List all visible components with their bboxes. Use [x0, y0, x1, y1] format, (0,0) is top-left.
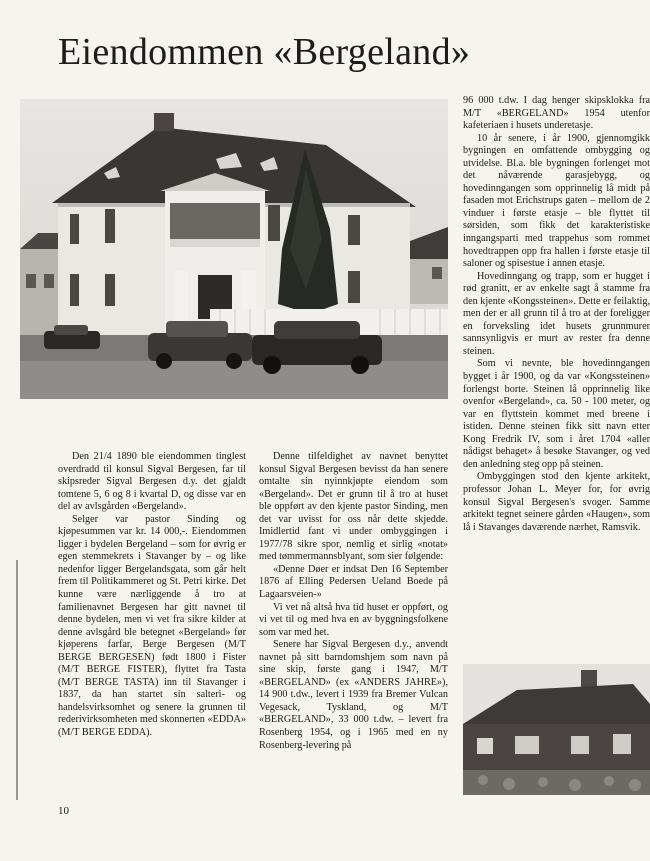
house-photo-illustration: [20, 99, 448, 399]
paragraph: Ombyggingen stod den kjente arkitekt, professor Johan L. Meyer for, for øvrig konsul Sigval Bergesen's svoger. Samme arkitekt tegnet seinere gården «Haugen», som lå i Stavanges daværende nærhet, Ramsvik.: [463, 471, 650, 533]
paragraph: Vi vet nå altså hva tid huset er oppført, og vi vet til og med hva en av byggningsfolkene som var med het.: [259, 601, 448, 638]
farmhouse-photo-illustration: [463, 664, 650, 795]
text-column-3: [463, 95, 650, 534]
house-photo: [20, 99, 448, 399]
text-column-1: [58, 451, 246, 740]
text-column-2: [259, 451, 448, 752]
paragraph: 10 år senere, i år 1900, gjennomgikk bygningen en omfattende ombygging og utvidelse. Bl.a. ble bygningen forlenget mot det nåværende garasjebygg, og hovedinngangen som opprinnelig lå midt på fasaden mot Erichstrups gaten – mellom de 2 vinduer i første etasje – ble flyttet til sørsiden, som fikk det karakteristiske inngangsparti med trappehus som rommet hovedtrappen opp fra hallen i første etasje til saloner og spisestue i annen etasje.: [463, 132, 650, 270]
binding-edge: [16, 560, 18, 800]
farmhouse-photo: [463, 664, 650, 795]
paragraph: Som vi nevnte, ble hovedinngangen bygget i år 1900, og da var «Kongssteinen» forlengst borte. Steinen lå opprinnelig like ovenfor «Bergeland», ca. 50 - 100 meter, og var en flyttstein kommet med breene i istiden. Denne steinen fikk sitt navn etter Kong Fredrik IV, som i året 1704 «aller nådigst behaget» å besøke Stavanger, og ved den anledning steg opp på steinen.: [463, 358, 650, 470]
paragraph: Hovedinngang og trapp, som er hugget i rød granitt, er av enkelte sagt å stamme fra den kjente «Kongssteinen». Dette er feilaktig, men der er all grunn til å tro at der foreligger en forveksling idet husets grunnmurer sannsynligvis er murt av rester fra denne steinen.: [463, 270, 650, 357]
paragraph: Den 21/4 1890 ble eiendommen tinglest overdradd til konsul Sigval Bergesen, far til skipsreder Sigval Bergesen d.y. det gjaldt tomtene 5, 6 og 8 i kvartal D, og disse var en del av avlsgården «Bergeland».: [58, 451, 246, 513]
paragraph: Selger var pastor Sinding og kjøpesummen var kr. 14 000,-. Eiendommen ligger i bydelen Bergeland – som for øvrig er egen stemmekrets i Stavanger by – og like nedenfor ligger Bergelandsgata, som går helt frem til Politikammeret og St. Petri kirke. Det kunne være nærliggende å tro at familienavnet Bergesen har gitt navnet til denne bydelen, men vi vet fra sikre kilder at denne avlsgård ble betegnet «Bergeland» før kjøperens farfar, Berge Bergesen (M/T BERGE BERGESEN) født 1800 i Fister (M/T BERGE FISTER), flyttet fra Tasta (M/T BERGE TASTA) inn til Stavanger i 1837, da han startet sin salteri- og handelsvirksomhet og senere la grunnen til rederivirksomheten med skonnerten «EDDA» (M/T BERGE EDDA).: [58, 513, 246, 739]
paragraph: «Denne Døer er indsat Den 16 September 1876 af Elling Pedersen Ueland Boede på Lagaarsveien-»: [259, 563, 448, 601]
paragraph: 96 000 t.dw. I dag henger skipsklokka fra M/T «BERGELAND» 1954 utenfor kafeteriaen i husets underetasje.: [463, 95, 650, 132]
page-title: Eiendommen «Bergeland»: [58, 31, 471, 73]
paragraph: Denne tilfeldighet av navnet benyttet konsul Sigval Bergesen bevisst da han senere omtalte sin nyinnkjøpte eiendom som «Bergeland». Det er grunn til å tro at huset ble oppført av den kjente pastor Sinding, men det var uvisst for oss når dette skjedde. Imidlertid fant vi under ombyggingen i 1977/78 sikre spor, nemlig et sirlig «notat» med tømmermannsblyant, som sier følgende:: [259, 451, 448, 563]
paragraph: Senere har Sigval Bergesen d.y., anvendt navnet på sitt barndomshjem som navn på sine skip, første gang i 1947, M/T «BERGELAND» (ex «ANDERS JAHRE»), 14 900 t.dw., levert i 1939 fra Bremer Vulcan Vegesack, Tyskland, og M/T «BERGELAND», 33 000 t.dw. – levert fra Rosenberg 1954, og i 1965 med en ny Rosenberg-levering på: [259, 639, 448, 751]
page-number: 10: [58, 805, 69, 817]
